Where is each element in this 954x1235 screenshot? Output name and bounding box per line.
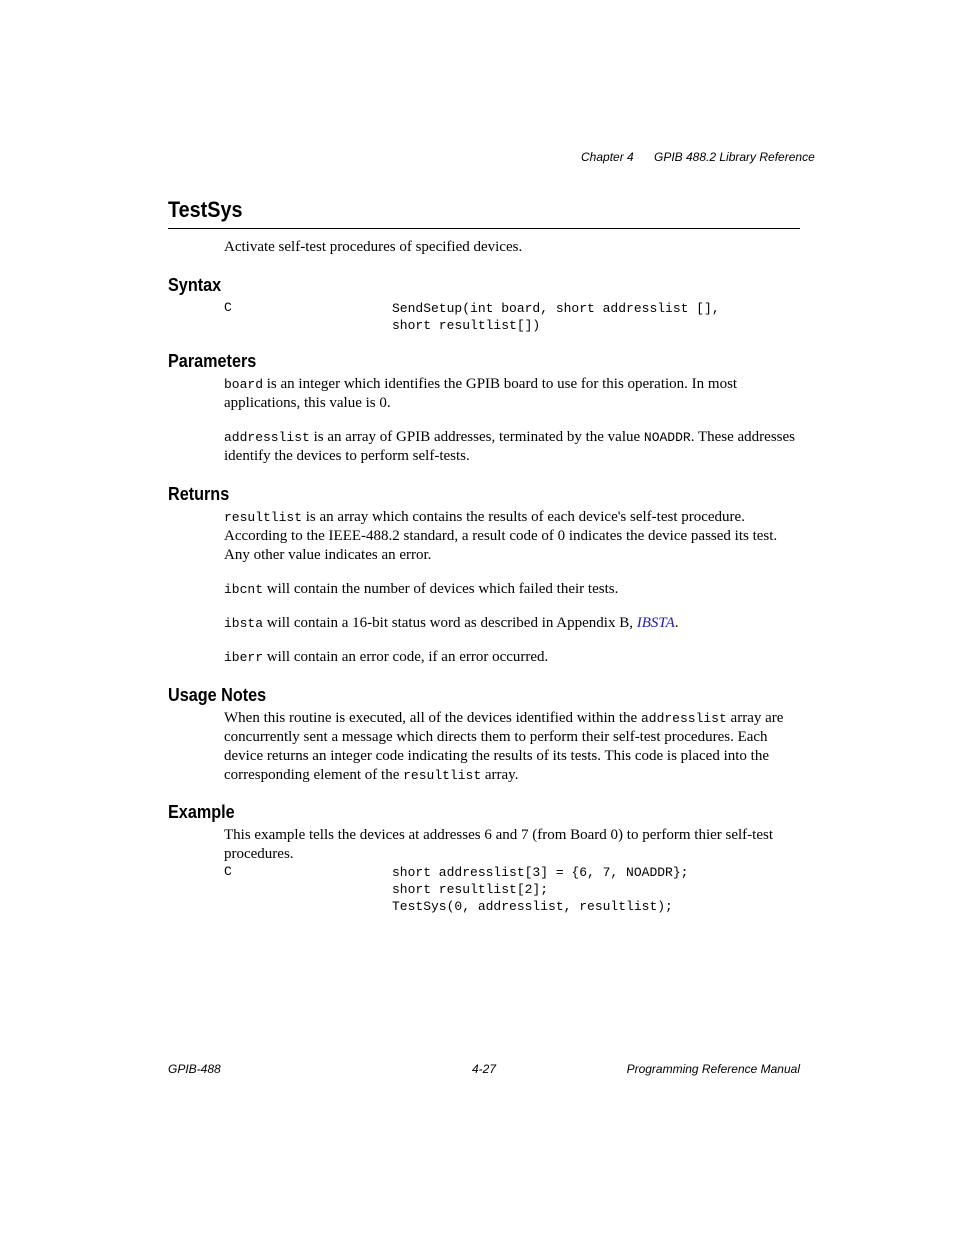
syntax-line-2: short resultlist[])	[392, 318, 541, 333]
syntax-lang: C	[224, 300, 232, 315]
return-iberr-code: iberr	[224, 650, 264, 665]
example-code	[392, 864, 688, 915]
return-ibcnt-code: ibcnt	[224, 582, 264, 597]
return-ibsta-code: ibsta	[224, 616, 264, 631]
example-line-3: TestSys(0, addresslist, resultlist);	[392, 899, 673, 914]
syntax-line-1: SendSetup(int board, short addresslist [],	[392, 301, 720, 316]
return-ibsta-end: .	[674, 615, 679, 631]
usage-code-2: resultlist	[403, 768, 482, 783]
example-lang: C	[224, 864, 232, 879]
param-addresslist-text-b: . These addresses identify the devices to perform self-tests.	[224, 429, 795, 464]
usage-text-1: When this routine is executed, all of the devices identified within the	[224, 710, 641, 726]
param-noaddr-code: NOADDR	[643, 430, 691, 445]
description: Activate self-test procedures of specified devices.	[224, 239, 523, 255]
usage-code-1: addresslist	[640, 711, 727, 726]
syntax-heading: Syntax	[168, 275, 222, 295]
title-rule	[168, 228, 800, 229]
usage-text-2: array are concurrently sent a message which directs them to perform their self-test procedures. Each device returns an integer code indicating the results of its tests. This code is placed into the corresponding element of the	[224, 710, 784, 783]
param-board	[224, 375, 802, 413]
param-board-code: board	[224, 377, 264, 392]
footer-left: GPIB-488	[168, 1062, 221, 1076]
footer-page-number: 4-27	[472, 1062, 497, 1076]
return-resultlist-code: resultlist	[224, 510, 303, 525]
return-ibsta	[224, 614, 802, 633]
example-line-1: short addresslist[3] = {6, 7, NOADDR};	[392, 865, 689, 880]
header-section: GPIB 488.2 Library Reference	[654, 150, 815, 164]
return-iberr	[224, 648, 802, 667]
return-resultlist-text: is an array which contains the results of each device's self-test procedure. According to the IEEE-488.2 standard, a result code of 0 indicates the device passed its test. Any other value indicates an error.	[224, 509, 778, 563]
return-resultlist	[224, 508, 802, 565]
param-addresslist-code: addresslist	[224, 430, 310, 445]
return-iberr-text: will contain an error code, if an error occurred.	[263, 649, 549, 665]
param-board-text: is an integer which identifies the GPIB board to use for this operation. In most applications, this value is 0.	[224, 376, 738, 411]
syntax-code	[392, 300, 720, 334]
returns-heading: Returns	[168, 484, 230, 504]
param-addresslist-text-a: is an array of GPIB addresses, terminated by the value	[309, 429, 644, 445]
example-line-2: short resultlist[2];	[392, 882, 549, 897]
usage-text-3: array.	[481, 767, 519, 783]
usage-heading: Usage Notes	[168, 685, 267, 705]
header-chapter: Chapter 4	[581, 150, 634, 164]
return-ibcnt-text: will contain the number of devices which failed their tests.	[263, 581, 619, 597]
parameters-heading: Parameters	[168, 351, 257, 371]
param-addresslist	[224, 428, 802, 466]
ibsta-link[interactable]: IBSTA	[636, 615, 675, 631]
page-title: TestSys	[168, 197, 243, 222]
usage-text	[224, 709, 802, 785]
footer-right: Programming Reference Manual	[626, 1062, 800, 1076]
return-ibsta-text: will contain a 16-bit status word as described in Appendix B,	[263, 615, 637, 631]
return-ibcnt	[224, 580, 802, 599]
example-text: This example tells the devices at addresses 6 and 7 (from Board 0) to perform thier self-test procedures.	[224, 827, 773, 862]
example-heading: Example	[168, 802, 235, 822]
